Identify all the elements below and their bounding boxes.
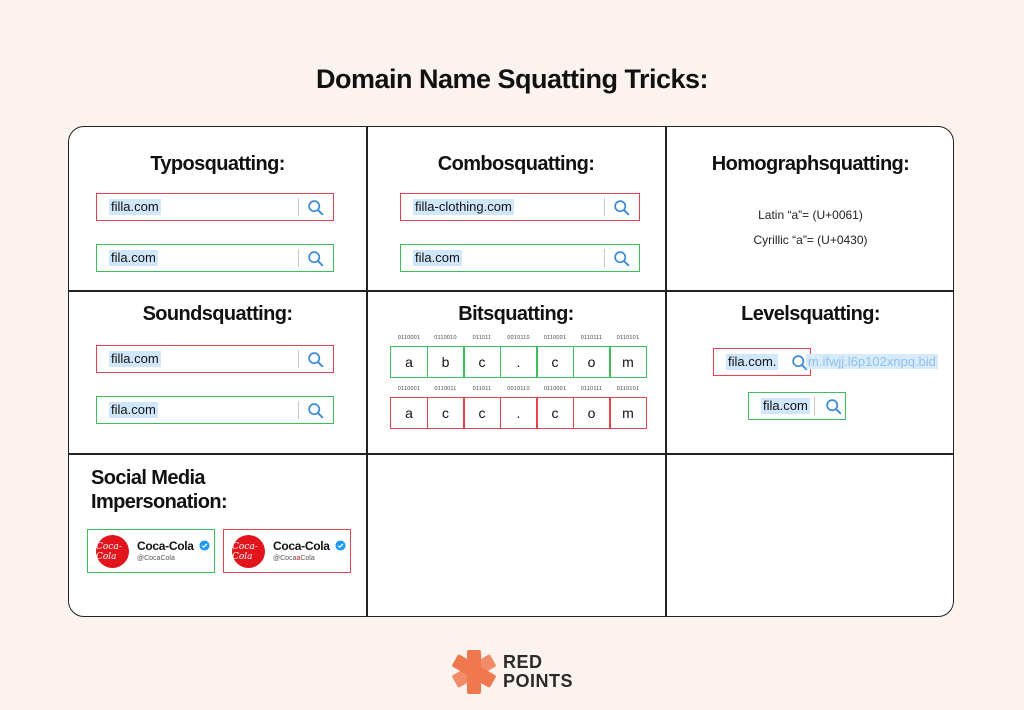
verified-badge-icon xyxy=(199,540,210,551)
search-text: fila.com xyxy=(111,402,156,417)
search-text: filla.com xyxy=(111,351,159,366)
search-icon[interactable] xyxy=(307,250,324,267)
bit-binary: 0110001 xyxy=(397,386,421,392)
profile-name: Coca-Cola xyxy=(273,539,330,553)
bit-binary: 0110001 xyxy=(397,335,421,341)
bit-binary: 0110111 xyxy=(580,386,603,392)
page-title: Domain Name Squatting Tricks: xyxy=(315,64,709,94)
bitsquatting-real-row xyxy=(390,335,646,378)
bit-cell xyxy=(609,335,647,378)
fake-profile-card[interactable] xyxy=(223,529,351,573)
bit-binary: 0110011 xyxy=(434,386,457,392)
search-text: fila.com xyxy=(111,250,156,265)
brand-name xyxy=(503,653,573,691)
bit-char: o xyxy=(587,405,596,421)
social-impersonation-title xyxy=(91,466,227,514)
red-points-logo xyxy=(451,650,581,694)
typosquatting-fake-search[interactable] xyxy=(96,193,334,221)
search-divider xyxy=(298,198,299,216)
search-text: fila.com. xyxy=(728,354,777,369)
typosquatting-real-search[interactable] xyxy=(96,244,334,272)
search-divider xyxy=(604,249,605,267)
bit-char: c xyxy=(442,405,449,421)
combosquatting-fake-search[interactable] xyxy=(400,193,640,221)
real-profile-card[interactable] xyxy=(87,529,215,573)
bit-binary: 0110101 xyxy=(616,386,640,392)
bit-char: a xyxy=(405,405,413,421)
search-icon[interactable] xyxy=(307,351,324,368)
levelsquatting-title: Levelsquatting: xyxy=(741,303,880,325)
bit-char: c xyxy=(478,405,486,421)
search-icon[interactable] xyxy=(613,250,630,267)
bit-binary: 0110111 xyxy=(580,335,603,341)
bit-char: . xyxy=(516,405,521,421)
brand-line2: POINTS xyxy=(503,671,574,691)
squatting-grid xyxy=(68,126,954,617)
bitsquatting-cell xyxy=(367,291,665,453)
profile-handle: @CocaCola xyxy=(137,555,175,562)
search-divider xyxy=(298,350,299,368)
bit-cell xyxy=(500,386,538,429)
bit-cell xyxy=(463,386,501,429)
search-icon[interactable] xyxy=(307,199,324,216)
search-icon[interactable] xyxy=(307,402,324,419)
bit-binary: 0110001 xyxy=(543,386,567,392)
handle-extra-letter: a xyxy=(296,555,301,562)
handle-prefix: @Coca xyxy=(273,555,297,562)
levelsquatting-fake-search[interactable] xyxy=(713,348,936,376)
typosquatting-cell xyxy=(69,127,366,290)
levelsquatting-cell xyxy=(666,291,954,453)
bit-binary: 0110010 xyxy=(434,335,457,341)
profile-handle xyxy=(273,555,315,562)
bit-cell xyxy=(390,386,428,429)
search-divider xyxy=(298,249,299,267)
combosquatting-real-search[interactable] xyxy=(400,244,640,272)
bit-cell xyxy=(536,335,574,378)
bit-char: m xyxy=(622,405,634,421)
bitsquatting-title: Bitsquatting: xyxy=(458,303,574,325)
bit-binary: 0010110 xyxy=(507,386,530,392)
bit-cell xyxy=(500,335,538,378)
handle-suffix: Cola xyxy=(300,555,315,562)
search-divider xyxy=(604,198,605,216)
levelsquatting-real-search[interactable] xyxy=(748,392,846,420)
bit-binary: 0110001 xyxy=(543,335,567,341)
bit-cell xyxy=(390,335,428,378)
bit-binary: 0110101 xyxy=(616,335,640,341)
bit-char: a xyxy=(405,354,413,370)
profile-name: Coca-Cola xyxy=(137,539,194,553)
bit-char: c xyxy=(551,354,559,370)
bit-cell xyxy=(573,386,611,429)
bit-char: b xyxy=(441,354,450,370)
combosquatting-title: Combosquatting: xyxy=(437,153,595,175)
bit-cell xyxy=(427,335,465,378)
bit-char: m xyxy=(622,354,634,370)
brand-line1: RED xyxy=(503,652,543,672)
search-text: fila.com xyxy=(763,398,808,413)
search-divider xyxy=(298,401,299,419)
search-text: filla.com xyxy=(111,199,159,214)
bit-cell xyxy=(536,386,574,429)
bit-binary: 011011 xyxy=(472,335,492,341)
typosquatting-title: Typosquatting: xyxy=(150,153,285,175)
bit-cell xyxy=(573,335,611,378)
coca-cola-logo: Coca-Cola xyxy=(96,535,129,568)
bit-binary: 011011 xyxy=(472,386,492,392)
bit-char: c xyxy=(551,405,559,421)
bit-char: . xyxy=(516,354,521,370)
levelsquatting-hidden-subdomain: m.ifwjj.l6p102xnpq.bid xyxy=(808,354,936,369)
social-title-line1: Social Media xyxy=(91,467,205,489)
combosquatting-cell xyxy=(367,127,665,290)
homographsquatting-cell xyxy=(666,127,954,290)
red-points-star-icon xyxy=(451,650,497,694)
search-icon[interactable] xyxy=(825,398,842,415)
cyrillic-codepoint: Cyrillic “a”= (U+0430) xyxy=(753,233,868,247)
verified-badge-icon xyxy=(335,540,346,551)
social-impersonation-cell xyxy=(69,454,366,617)
coca-cola-logo: Coca-Cola xyxy=(232,535,265,568)
soundsquatting-cell xyxy=(69,291,366,453)
bit-binary: 0010110 xyxy=(507,335,530,341)
search-icon[interactable] xyxy=(613,199,630,216)
bitsquatting-fake-row xyxy=(390,386,646,429)
bit-char: o xyxy=(587,354,596,370)
bit-cell xyxy=(463,335,501,378)
soundsquatting-title: Soundsquatting: xyxy=(142,303,293,325)
soundsquatting-fake-search[interactable] xyxy=(96,345,334,373)
bit-cell xyxy=(609,386,647,429)
search-text: filla-clothing.com xyxy=(415,199,512,214)
soundsquatting-real-search[interactable] xyxy=(96,396,334,424)
social-title-line2: Impersonation: xyxy=(91,491,228,513)
search-divider xyxy=(814,397,815,415)
bit-char: c xyxy=(478,354,486,370)
homographsquatting-title: Homographsquatting: xyxy=(711,153,910,175)
bit-cell xyxy=(427,386,465,429)
latin-codepoint: Latin “a”= (U+0061) xyxy=(758,208,863,222)
search-text: fila.com xyxy=(415,250,460,265)
